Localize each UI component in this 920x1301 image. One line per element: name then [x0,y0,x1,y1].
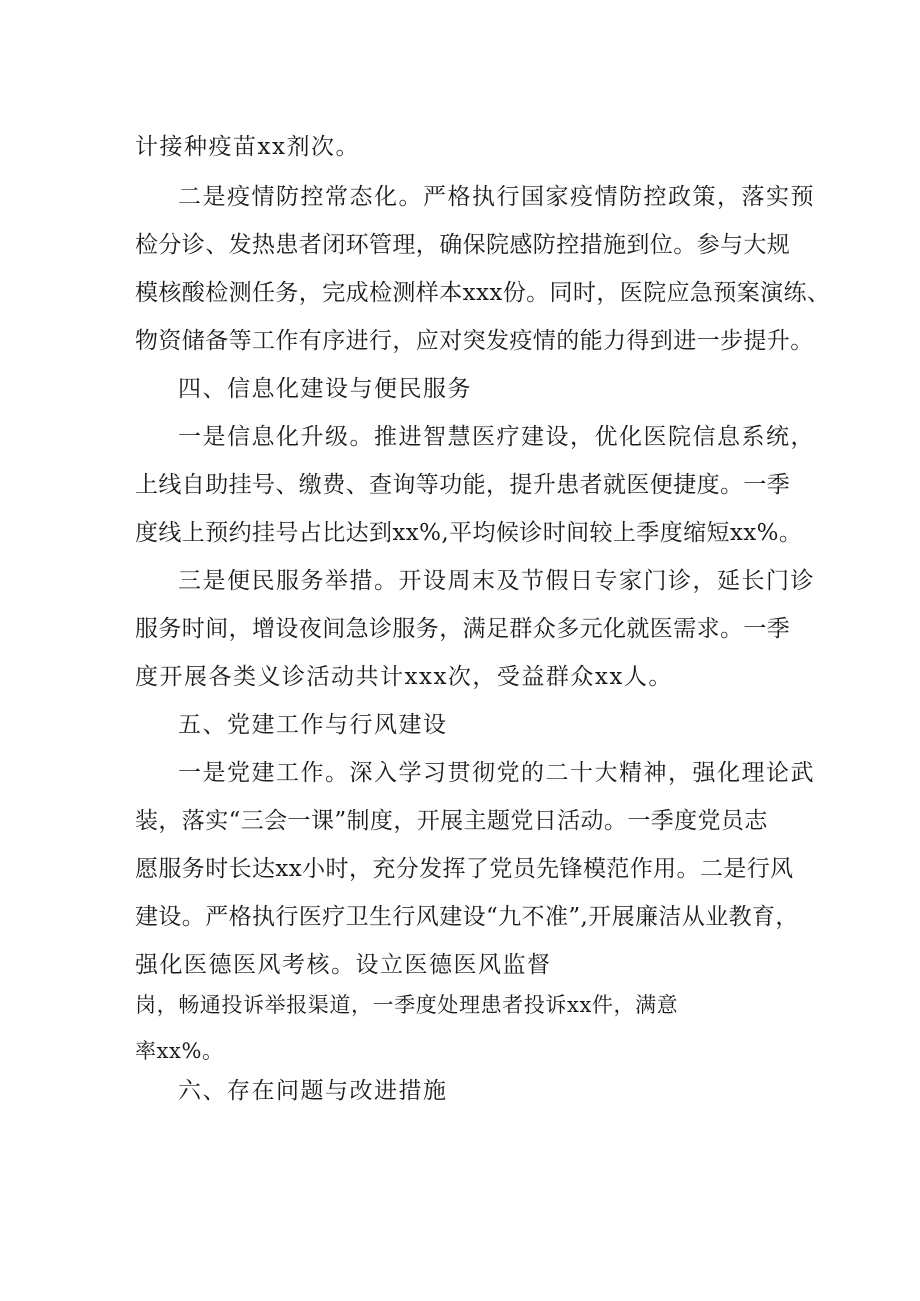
paragraph-line: 模核酸检测任务，完成检测样本xxx份。同时，医院应急预案演练、 [135,280,831,306]
paragraph-line: 愿服务时长达xx小时，充分发挥了党员先锋模范作用。二是行风 [135,856,794,882]
paragraph-line: 装，落实“三会一课”制度，开展主题党日活动。一季度党员志 [135,808,768,834]
section-heading: 六、存在问题与改进措施 [178,1078,448,1104]
paragraph-line: 二是疫情防控常态化。严格执行国家疫情防控政策，落实预 [178,184,815,210]
paragraph-line: 计接种疫苗xx剂次。 [135,134,360,160]
paragraph-line: 服务时间，增设夜间急诊服务，满足群众多元化就医需求。一季 [135,616,791,642]
paragraph-line: 建设。严格执行医疗卫生行风建设“九不准”,开展廉洁从业教育， [135,904,799,930]
paragraph-line: 率xx%。 [135,1039,224,1063]
paragraph-line: 三是便民服务举措。开设周末及节假日专家门诊，延长门诊 [178,568,815,594]
paragraph-line: 上线自助挂号、缴费、查询等功能，提升患者就医便捷度。一季 [135,472,791,498]
section-heading: 四、信息化建设与便民服务 [178,376,472,402]
paragraph-line: 检分诊、发热患者闭环管理，确保院感防控措施到位。参与大规 [135,232,791,258]
paragraph-line: 强化医德医风考核。设立医德医风监督 [135,952,552,978]
paragraph-line: 一是信息化升级。推进智慧医疗建设，优化医院信息系统， [178,424,815,450]
paragraph-line: 度线上预约挂号占比达到xx%,平均候诊时间较上季度缩短xx%。 [135,520,803,546]
paragraph-line: 岗，畅通投诉举报渠道，一季度处理患者投诉xx件，满意 [135,993,679,1017]
paragraph-line: 一是党建工作。深入学习贯彻党的二十大精神，强化理论武 [178,760,815,786]
paragraph-line: 物资储备等工作有序进行，应对突发疫情的能力得到进一步提升。 [135,328,814,354]
paragraph-line: 度开展各类义诊活动共计xxx次，受益群众xx人。 [135,664,673,690]
section-heading: 五、党建工作与行风建设 [178,712,448,738]
